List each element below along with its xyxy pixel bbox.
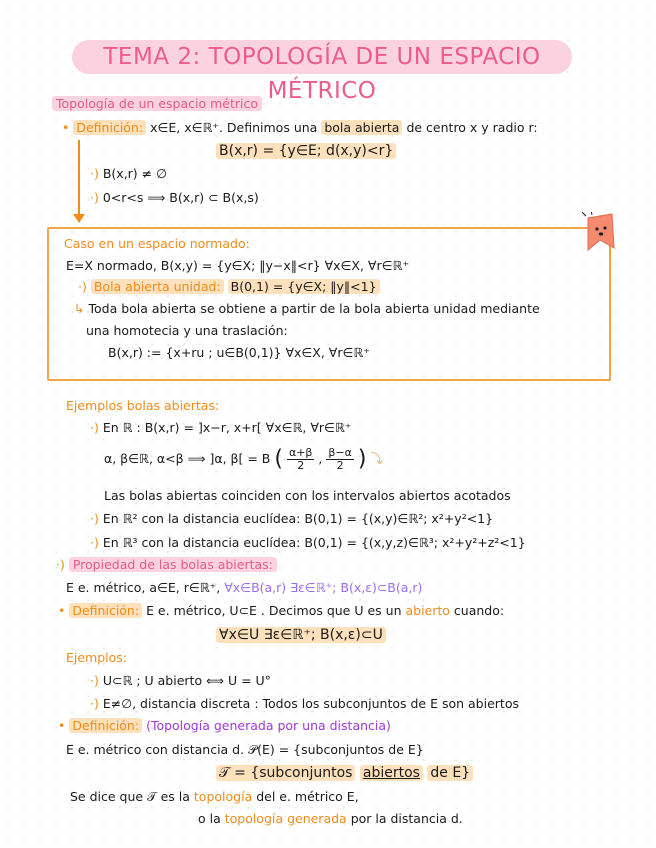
propiedad-heading: ·) Propiedad de las bolas abiertas: [56,557,277,573]
section-heading-topologia: Topología de un espacio métrico [52,96,262,111]
toda-bola-text: ↳ Toda bola abierta se obtiene a partir de la bola abierta unidad mediante [74,301,540,316]
tau-equation: 𝒯 = {subconjuntos abiertos de E} [216,765,473,781]
section-heading-ejemplos-bolas: Ejemplos bolas abiertas: [66,398,220,413]
example-R: ·) En ℝ : B(x,r) = ]x−r, x+r[ ∀x∈ℝ, ∀r∈ℝ⁺ [90,420,352,435]
section-heading-caso-normado: Caso en un espacio normado: [64,236,250,251]
o-la-topologia-text: o la topología generada por la distancia d. [198,811,463,826]
coinciden-text: Las bolas abiertas coinciden con los intervalos abiertos acotados [104,488,511,503]
definition-topologia: • Definición: (Topología generada por una distancia) [58,718,391,733]
homotecia-text: una homotecia y una traslación: [86,323,288,338]
example-interior: ·) U⊂ℝ ; U abierto ⟺ U = U° [90,673,271,688]
curved-arrow-icon: ⤵ [370,451,383,466]
property-inclusion: ·) 0<r<s ⟹ B(x,r) ⊂ B(x,s) [90,190,259,205]
example-interval: α, β∈ℝ, α<β ⟹ ]α, β[ = B ( $\frac{\alpha+\beta}{2}$ , $\frac{\beta-\alpha}{2}$ ) ⤵ [104,446,383,472]
propiedad-statement: E e. métrico, a∈E, r∈ℝ⁺, ∀x∈B(a,r) ∃ε∈ℝ⁺; B(x,ε)⊂B(a,r) [66,580,423,595]
property-nonempty: ·) B(x,r) ≠ ∅ [90,166,167,181]
homotecia-equation: B(x,r) := {x+ru ; u∈B(0,1)} ∀x∈X, ∀r∈ℝ⁺ [108,345,370,360]
equation-ball: B(x,r) = {y∈E; d(x,y)<r} [216,143,396,159]
bola-unidad: ·) Bola abierta unidad: B(0,1) = {y∈X; ‖y‖<1} [78,279,380,295]
equation-abierto: ∀x∈U ∃ε∈ℝ⁺; B(x,ε)⊂U [216,627,386,643]
arrow-down-icon [78,140,80,218]
definition-bola-abierta: • Definición: x∈E, x∈ℝ⁺. Definimos una bola abierta de centro x y radio r: [62,120,538,135]
definition-abierto: • Definición: E e. métrico, U⊂E . Decimos que U es un abierto cuando: [58,603,505,618]
se-dice-text: Se dice que 𝒯 es la topología del e. métrico E, [70,789,359,804]
partes-definition: E e. métrico con distancia d. 𝒫(E) = {subconjuntos de E} [66,742,424,757]
page-title: TEMA 2: TOPOLOGÍA DE UN ESPACIO MÉTRICO [72,40,572,74]
example-R3: ·) En ℝ³ con la distancia euclídea: B(0,1) = {(x,y,z)∈ℝ³; x²+y²+z²<1} [90,535,526,550]
bookmark-sticker-icon [582,212,618,252]
section-heading-ejemplos: Ejemplos: [66,650,128,665]
example-discreta: ·) E≠∅, distancia discreta : Todos los subconjuntos de E son abiertos [90,696,519,711]
example-R2: ·) En ℝ² con la distancia euclídea: B(0,1) = {(x,y)∈ℝ²; x²+y²<1} [90,511,494,526]
normed-ball-definition: E=X normado, B(x,y) = {y∈X; ‖y−x‖<r} ∀x∈X, ∀r∈ℝ⁺ [66,258,409,273]
